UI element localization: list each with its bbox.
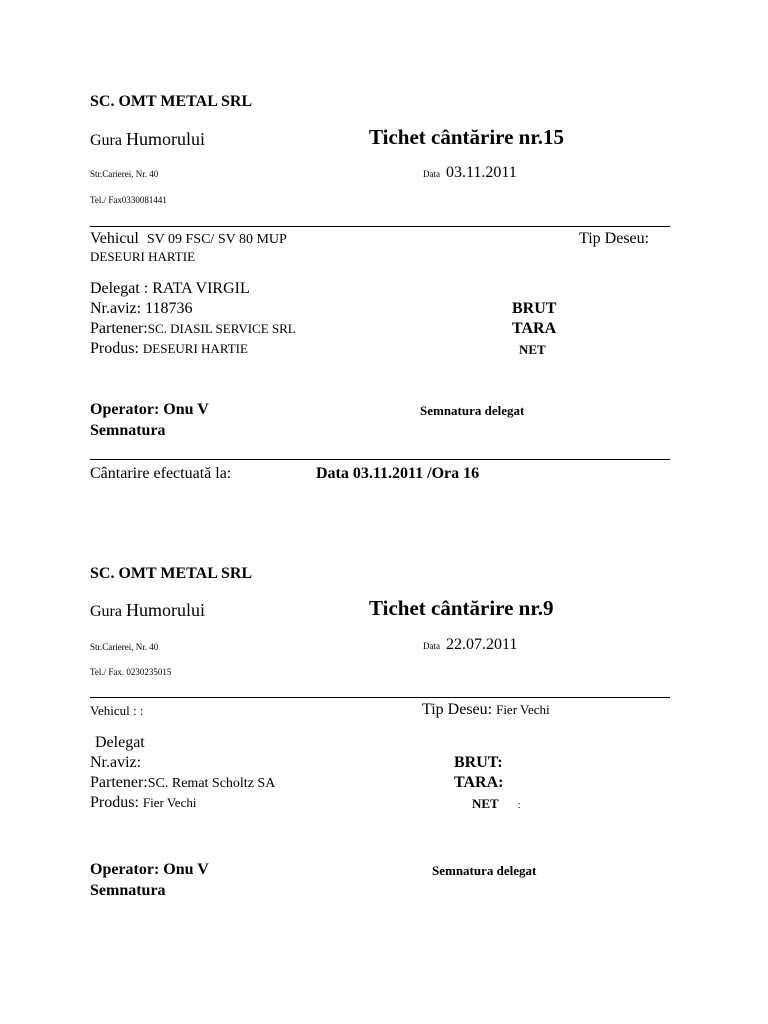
product-value: DESEURI HARTIE [142,341,248,356]
vehicle-row [90,231,287,247]
operator-name: Operator: Onu V [90,861,209,878]
net-row [472,797,521,811]
gross-label: BRUT: [454,754,503,771]
product-label: Produs: [90,340,139,357]
partner-label: Partener: [90,320,148,337]
weighing-value: Data 03.11.2011 /Ora 16 [316,465,480,482]
tare-label: TARA: [454,774,504,791]
ticket-date [423,165,517,181]
divider-line [90,459,670,460]
operator-name: Operator: Onu V [90,401,209,418]
delegate-signature: Semnatura delegat [420,403,525,418]
product-row [90,795,196,811]
delegate-label: Delegat [95,734,145,751]
notice-label: Nr.aviz: [90,300,142,317]
company-address: Str.Carierei, Nr. 40 [90,642,159,652]
company-address: Str.Carierei, Nr. 40 [90,169,159,179]
vehicle-value: SV 09 FSC/ SV 80 MUP [146,232,287,247]
divider-line [90,226,670,227]
ticket-title: Tichet cântărire nr.15 [369,125,565,149]
ticket-date [423,637,517,653]
partner-row [90,321,296,337]
notice-row [90,301,193,317]
net-colon: : [517,800,521,811]
waste-type-label: Tip Deseu: [422,701,493,718]
delegate-signature: Semnatura delegat [432,863,537,878]
date-value: 22.07.2011 [446,636,518,653]
company-name: SC. OMT METAL SRL [90,565,253,582]
city-name: Humorului [125,600,205,620]
product-label: Produs: [90,794,139,811]
partner-label: Partener: [90,774,148,791]
waste-type-value: Fier Vechi [496,702,550,717]
waste-type-row [422,702,550,718]
waste-type-label: Tip Deseu: [579,230,650,247]
waste-type-value: DESEURI HARTIE [90,249,196,264]
tare-label: TARA [512,320,557,337]
partner-value: SC. Remat Scholtz SA [147,776,276,791]
delegate-row [90,281,250,297]
city-name: Humorului [125,129,205,149]
net-label: NET [472,796,499,811]
city-prefix: Gura [90,603,122,620]
gross-label: BRUT [512,300,557,317]
notice-label: Nr.aviz: [90,754,142,771]
operator-signature: Semnatura [90,422,166,439]
date-label: Data [423,641,440,651]
net-label: NET [519,342,546,357]
partner-row [90,775,275,791]
company-name: SC. OMT METAL SRL [90,93,253,110]
ticket-title: Tichet cântărire nr.9 [369,596,554,620]
notice-value: 118736 [145,300,193,317]
product-row [90,341,248,357]
date-label: Data [423,169,440,179]
operator-signature: Semnatura [90,882,166,899]
vehicle-label: Vehicul : : [90,703,144,718]
delegate-label: Delegat : [90,280,149,297]
partner-value: SC. DIASIL SERVICE SRL [147,321,296,336]
company-phone: Tel./ Fax. 0230235015 [90,667,172,677]
divider-line [90,697,670,698]
weighing-label: Cântarire efectuată la: [90,465,232,482]
company-city [90,130,205,149]
date-value: 03.11.2011 [446,164,517,181]
company-city [90,601,205,620]
product-value: Fier Vechi [142,795,197,810]
company-phone: Tel./ Fax0330081441 [90,195,167,205]
delegate-value: RATA VIRGIL [152,280,250,297]
city-prefix: Gura [90,132,122,149]
vehicle-label: Vehicul [90,230,139,247]
